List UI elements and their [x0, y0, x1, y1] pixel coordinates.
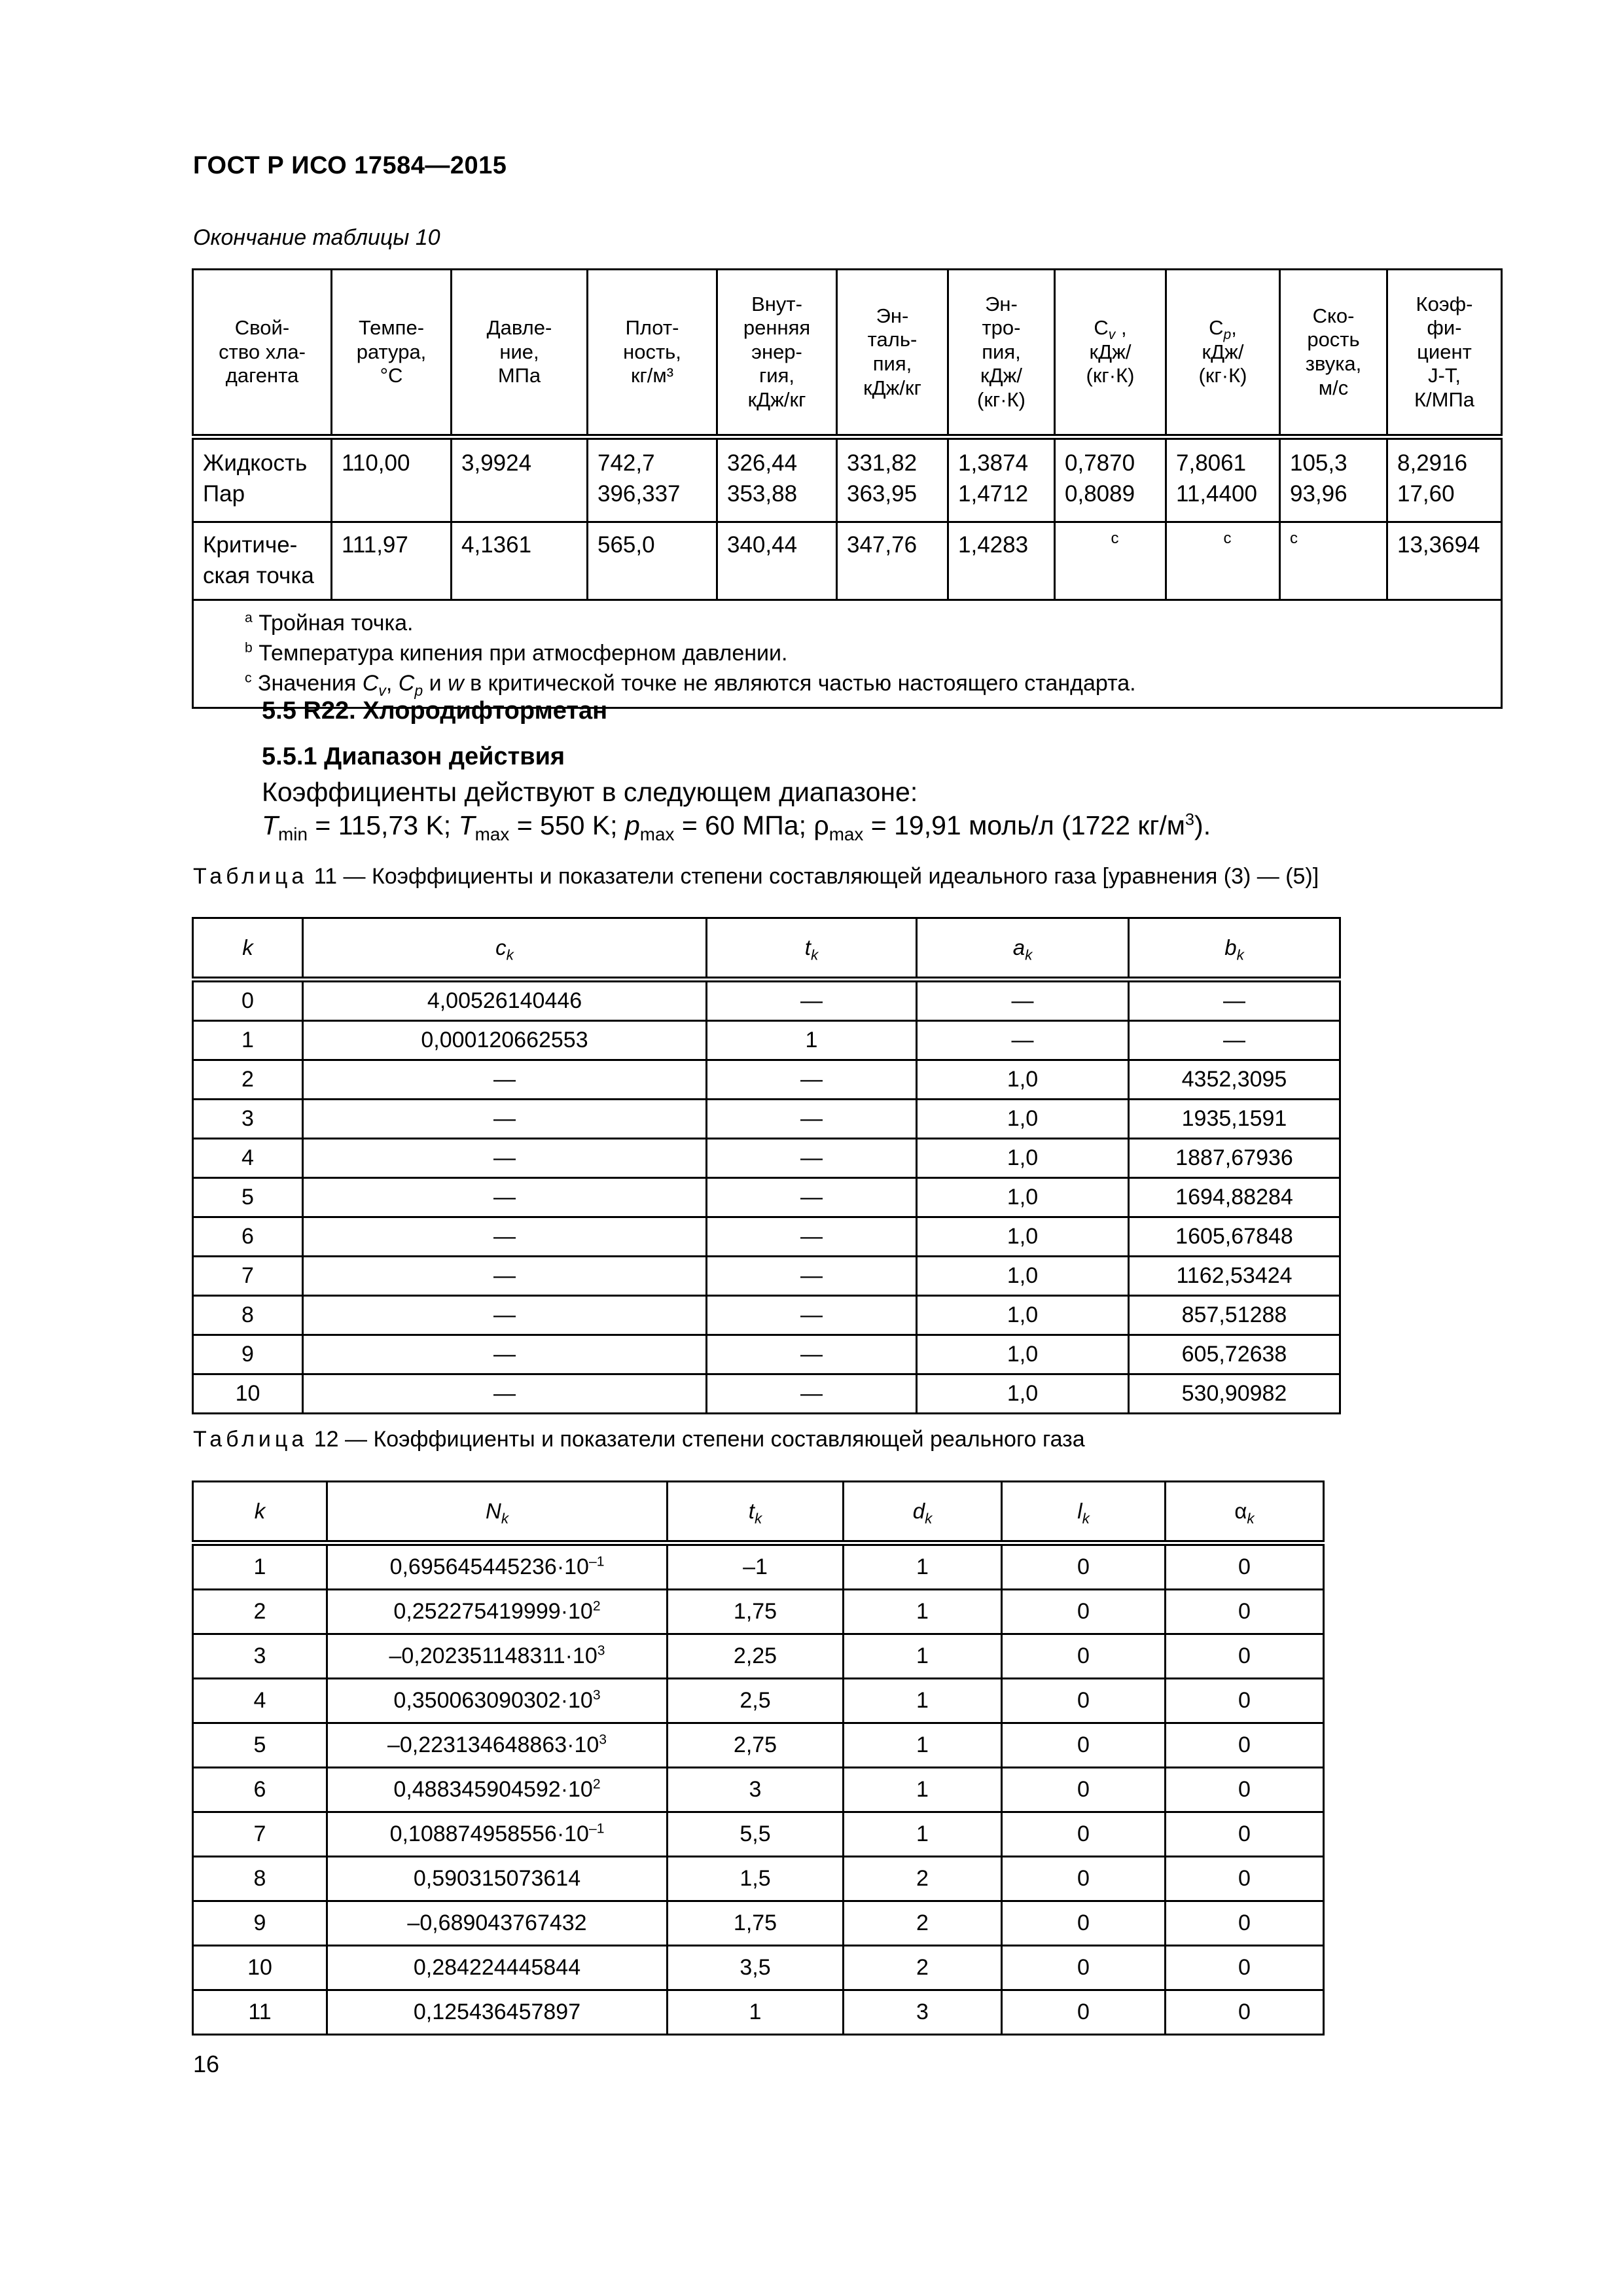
table-row — [193, 980, 1340, 1021]
table-continuation-label: Окончание таблицы 10 — [193, 225, 440, 250]
table-row — [193, 437, 1502, 522]
table-cell: 1,0 — [917, 1257, 1129, 1296]
table-cell: 1,0 — [917, 1374, 1129, 1414]
range-values: $T_{min} = 115,73$ K; $T_{max} = 550$ K; $p_{max} = 60$ МПа; $\rho_{max} = 19,91$ моль/л (1722 $кг/м^3$). — [262, 810, 1211, 845]
table-cell: — — [707, 1296, 917, 1335]
header-cell: Свой- ство хла- дагента — [193, 270, 332, 437]
table-cell: 105,3 93,96 — [1280, 437, 1387, 522]
table-cell: — — [917, 1021, 1129, 1060]
table-cell: $0,350063090302\cdot 10^3$ — [327, 1679, 668, 1723]
header-c: $c_k$ — [303, 918, 707, 980]
table-row — [193, 1857, 1324, 1901]
table-cell: 10 — [193, 1374, 303, 1414]
table-row — [193, 1296, 1340, 1335]
table-cell: 8,2916 17,60 — [1387, 437, 1502, 522]
note-a: $^a$ Тройная точка. — [245, 610, 414, 636]
table-row — [193, 1374, 1340, 1414]
table-cell: 0 — [1166, 1634, 1324, 1679]
table-cell: 0,284224445844 — [327, 1946, 668, 1990]
table-row — [193, 1590, 1324, 1634]
table-cell: 1,0 — [917, 1296, 1129, 1335]
table-row — [193, 1100, 1340, 1139]
table-row — [193, 1812, 1324, 1857]
page-number: 16 — [193, 2051, 220, 2077]
table-cell: 0 — [1166, 1946, 1324, 1990]
table-cell: 6 — [193, 1217, 303, 1257]
header-b: $b_k$ — [1129, 918, 1340, 980]
table-cell: — — [303, 1060, 707, 1100]
table-cell: Жидкость Пар — [193, 437, 332, 522]
table-cell: 0 — [1002, 1679, 1166, 1723]
table-cell: 2 — [844, 1901, 1002, 1946]
table-cell: — — [707, 980, 917, 1021]
refrigerant-properties-table — [192, 268, 1503, 709]
table-cell: 1,0 — [917, 1100, 1129, 1139]
table-notes — [193, 600, 1502, 708]
real-gas-coefficients-table — [192, 1480, 1325, 2036]
table-cell: — — [303, 1335, 707, 1374]
table-cell: 530,90982 — [1129, 1374, 1340, 1414]
table-cell: –0,689043767432 — [327, 1901, 668, 1946]
table-cell: — — [303, 1178, 707, 1217]
table-cell: 2 — [844, 1946, 1002, 1990]
table-row — [193, 1634, 1324, 1679]
table-cell: — — [917, 980, 1129, 1021]
table-cell: — — [707, 1139, 917, 1178]
table-row — [193, 1723, 1324, 1768]
table-cell: $0,108874958556\cdot 10^{-1}$ — [327, 1812, 668, 1857]
table-cell: — — [303, 1296, 707, 1335]
table-cell: 3,5 — [668, 1946, 844, 1990]
table-cell: 1162,53424 — [1129, 1257, 1340, 1296]
table-cell: 0 — [1002, 1946, 1166, 1990]
table-cell: — — [1129, 980, 1340, 1021]
table-cell: 0 — [1166, 1990, 1324, 2035]
table-row — [193, 1946, 1324, 1990]
table-cell: $0,252275419999\cdot 10^2$ — [327, 1590, 668, 1634]
table-cell: 326,44 353,88 — [717, 437, 837, 522]
table-cell: 340,44 — [717, 522, 837, 600]
table-cell: 0 — [1002, 1590, 1166, 1634]
table-cell: — — [1129, 1021, 1340, 1060]
table-cell: 0 — [1166, 1543, 1324, 1590]
table-cell: 2,25 — [668, 1634, 844, 1679]
table-cell: 857,51288 — [1129, 1296, 1340, 1335]
table-cell: 3 — [193, 1634, 327, 1679]
header-n: $N_k$ — [327, 1482, 668, 1543]
header-k: k — [193, 918, 303, 980]
table-row — [193, 1901, 1324, 1946]
table-cell: 0 — [1002, 1901, 1166, 1946]
table-cell: 0,7870 0,8089 — [1055, 437, 1166, 522]
table-cell: — — [707, 1100, 917, 1139]
table-cell: 347,76 — [837, 522, 948, 600]
table-row — [193, 1217, 1340, 1257]
header-l: $l_k$ — [1002, 1482, 1166, 1543]
table-cell: — — [707, 1335, 917, 1374]
header-alpha: $\alpha_k$ — [1166, 1482, 1324, 1543]
table-cell: 0 — [1166, 1723, 1324, 1768]
table-cell: 2 — [193, 1590, 327, 1634]
table-cell: 1 — [707, 1021, 917, 1060]
table-cell: 0,125436457897 — [327, 1990, 668, 2035]
table-row — [193, 522, 1502, 600]
table-cell: 1,0 — [917, 1060, 1129, 1100]
table-cell: –1 — [668, 1543, 844, 1590]
table-cell: 11 — [193, 1990, 327, 2035]
table-cell: 0 — [1166, 1901, 1324, 1946]
table-notes-row — [193, 600, 1502, 708]
table-cell: 5 — [193, 1178, 303, 1217]
ideal-gas-coefficients-table — [192, 917, 1341, 1414]
table-cell: — — [303, 1257, 707, 1296]
table-cell: — — [707, 1374, 917, 1414]
table-cell: 3 — [668, 1768, 844, 1812]
table-cell: 605,72638 — [1129, 1335, 1340, 1374]
table-cell: 0,000120662553 — [303, 1021, 707, 1060]
table-cell: 565,0 — [588, 522, 717, 600]
table-cell: 0 — [1002, 1723, 1166, 1768]
table-row — [193, 1021, 1340, 1060]
table-cell: 8 — [193, 1296, 303, 1335]
table-cell: 1 — [668, 1990, 844, 2035]
table-cell: 1605,67848 — [1129, 1217, 1340, 1257]
table-cell: 1,75 — [668, 1901, 844, 1946]
table-cell: 0 — [1166, 1679, 1324, 1723]
table-cell: 1 — [844, 1634, 1002, 1679]
table-cell: 10 — [193, 1946, 327, 1990]
header-d: $d_k$ — [844, 1482, 1002, 1543]
table-cell: — — [303, 1374, 707, 1414]
table-cell: 9 — [193, 1901, 327, 1946]
range-intro-text: Коэффициенты действуют в следующем диапазоне: — [262, 777, 918, 807]
table-cell: 2,5 — [668, 1679, 844, 1723]
footnote-ref-cell: c — [1055, 522, 1166, 600]
table-cell: 331,82 363,95 — [837, 437, 948, 522]
table-cell: 3 — [193, 1100, 303, 1139]
table-cell: 1 — [844, 1590, 1002, 1634]
table-cell: 110,00 — [332, 437, 452, 522]
header-cell: Темпе- ратура, °С — [332, 270, 452, 437]
table-cell: 1,0 — [917, 1139, 1129, 1178]
table-cell: 1,3874 1,4712 — [948, 437, 1055, 522]
table-cell: — — [707, 1257, 917, 1296]
table-cell: 0 — [1002, 1990, 1166, 2035]
table-cell: 4 — [193, 1679, 327, 1723]
table-cell: 1694,88284 — [1129, 1178, 1340, 1217]
table-cell: 0 — [193, 980, 303, 1021]
table-cell: 3,9924 — [452, 437, 588, 522]
table-cell: 13,3694 — [1387, 522, 1502, 600]
table11-caption: Таблица 11 — Коэффициенты и показатели степени составляющей идеального газа [уравнения (3) — (5)] — [193, 864, 1319, 889]
table12-caption: Таблица 12 — Коэффициенты и показатели степени составляющей реального газа — [193, 1427, 1085, 1452]
table-cell: 1887,67936 — [1129, 1139, 1340, 1178]
table-cell: 0 — [1002, 1857, 1166, 1901]
table-cell: $0,488345904592\cdot 10^2$ — [327, 1768, 668, 1812]
footnote-ref-cell: c — [1280, 522, 1387, 600]
table-row — [193, 1990, 1324, 2035]
table-cell: 1 — [193, 1543, 327, 1590]
header-cell-cv: $C_v$ , кДж/ (кг·К) — [1055, 270, 1166, 437]
table-header-row — [193, 1482, 1324, 1543]
table-cell: 1 — [844, 1812, 1002, 1857]
table-cell: — — [707, 1178, 917, 1217]
section-heading: 5.5 R22. Хлородифторметан — [262, 697, 608, 725]
table-cell: 1 — [844, 1723, 1002, 1768]
table-cell: 2,75 — [668, 1723, 844, 1768]
table-cell: 1,5 — [668, 1857, 844, 1901]
table-cell: 4,00526140446 — [303, 980, 707, 1021]
table-cell: 1,0 — [917, 1335, 1129, 1374]
table-cell: 5,5 — [668, 1812, 844, 1857]
table-cell: 2 — [193, 1060, 303, 1100]
table-cell: 0 — [1166, 1768, 1324, 1812]
table-header-row — [193, 918, 1340, 980]
note-c: $^c$ Значения $C_v$, $C_p$ и w в критической точке не являются частью настоящего стандарта. — [245, 670, 1136, 699]
table-cell: — — [303, 1217, 707, 1257]
table-cell: $0,695645445236\cdot 10^{-1}$ — [327, 1543, 668, 1590]
table-cell: 4,1361 — [452, 522, 588, 600]
table-row — [193, 1257, 1340, 1296]
table-row — [193, 1139, 1340, 1178]
standard-header: ГОСТ Р ИСО 17584—2015 — [193, 152, 507, 179]
table-cell: 6 — [193, 1768, 327, 1812]
table-cell: 1 — [844, 1768, 1002, 1812]
table-cell: 1,0 — [917, 1217, 1129, 1257]
header-cell: Эн- таль- пия, кДж/кг — [837, 270, 948, 437]
table-cell: 0 — [1166, 1812, 1324, 1857]
table-row — [193, 1335, 1340, 1374]
header-t: $t_k$ — [707, 918, 917, 980]
header-cell: Давле- ние, МПа — [452, 270, 588, 437]
table-cell: 1935,1591 — [1129, 1100, 1340, 1139]
table-cell: 0 — [1002, 1768, 1166, 1812]
header-t: $t_k$ — [668, 1482, 844, 1543]
header-cell-cp: $C_p$, кДж/ (кг·К) — [1166, 270, 1280, 437]
table-cell: 9 — [193, 1335, 303, 1374]
table-cell: $-0,202351148311\cdot 10^3$ — [327, 1634, 668, 1679]
table-cell: Критиче- ская точка — [193, 522, 332, 600]
header-k: k — [193, 1482, 327, 1543]
table-cell: 4 — [193, 1139, 303, 1178]
table-header-row — [193, 270, 1502, 437]
table-cell: $-0,223134648863\cdot 10^3$ — [327, 1723, 668, 1768]
table-cell: 742,7 396,337 — [588, 437, 717, 522]
header-cell: Ско- рость звука, м/с — [1280, 270, 1387, 437]
table-cell: 0 — [1002, 1543, 1166, 1590]
table-cell: 3 — [844, 1990, 1002, 2035]
subsection-heading: 5.5.1 Диапазон действия — [262, 743, 565, 770]
table-cell: 0 — [1166, 1590, 1324, 1634]
table-cell: — — [303, 1139, 707, 1178]
table-cell: 4352,3095 — [1129, 1060, 1340, 1100]
table-row — [193, 1679, 1324, 1723]
table-row — [193, 1060, 1340, 1100]
table-cell: 7,8061 11,4400 — [1166, 437, 1280, 522]
header-cell: Коэф- фи- циент J-T, К/МПа — [1387, 270, 1502, 437]
table-cell: 1 — [193, 1021, 303, 1060]
table-cell: 111,97 — [332, 522, 452, 600]
table-cell: 7 — [193, 1812, 327, 1857]
table-cell: 8 — [193, 1857, 327, 1901]
table-cell: 5 — [193, 1723, 327, 1768]
table-cell: 1,0 — [917, 1178, 1129, 1217]
header-a: $a_k$ — [917, 918, 1129, 980]
table-cell: — — [303, 1100, 707, 1139]
table-row — [193, 1178, 1340, 1217]
table-row — [193, 1543, 1324, 1590]
table-cell: 0 — [1166, 1857, 1324, 1901]
note-b: $^b$ Температура кипения при атмосферном давлении. — [245, 640, 788, 666]
table-cell: 1 — [844, 1679, 1002, 1723]
table-cell: — — [707, 1217, 917, 1257]
header-cell: Эн- тро- пия, кДж/ (кг·К) — [948, 270, 1055, 437]
table-cell: 0 — [1002, 1812, 1166, 1857]
footnote-ref-cell: c — [1166, 522, 1280, 600]
table-cell: 0,590315073614 — [327, 1857, 668, 1901]
header-cell: Плот- ность, кг/м³ — [588, 270, 717, 437]
table-cell: 2 — [844, 1857, 1002, 1901]
table-cell: — — [707, 1060, 917, 1100]
table-cell: 1,4283 — [948, 522, 1055, 600]
table-cell: 1,75 — [668, 1590, 844, 1634]
table-cell: 7 — [193, 1257, 303, 1296]
header-cell: Внут- ренняя энер- гия, кДж/кг — [717, 270, 837, 437]
table-cell: 0 — [1002, 1634, 1166, 1679]
table-row — [193, 1768, 1324, 1812]
table-cell: 1 — [844, 1543, 1002, 1590]
